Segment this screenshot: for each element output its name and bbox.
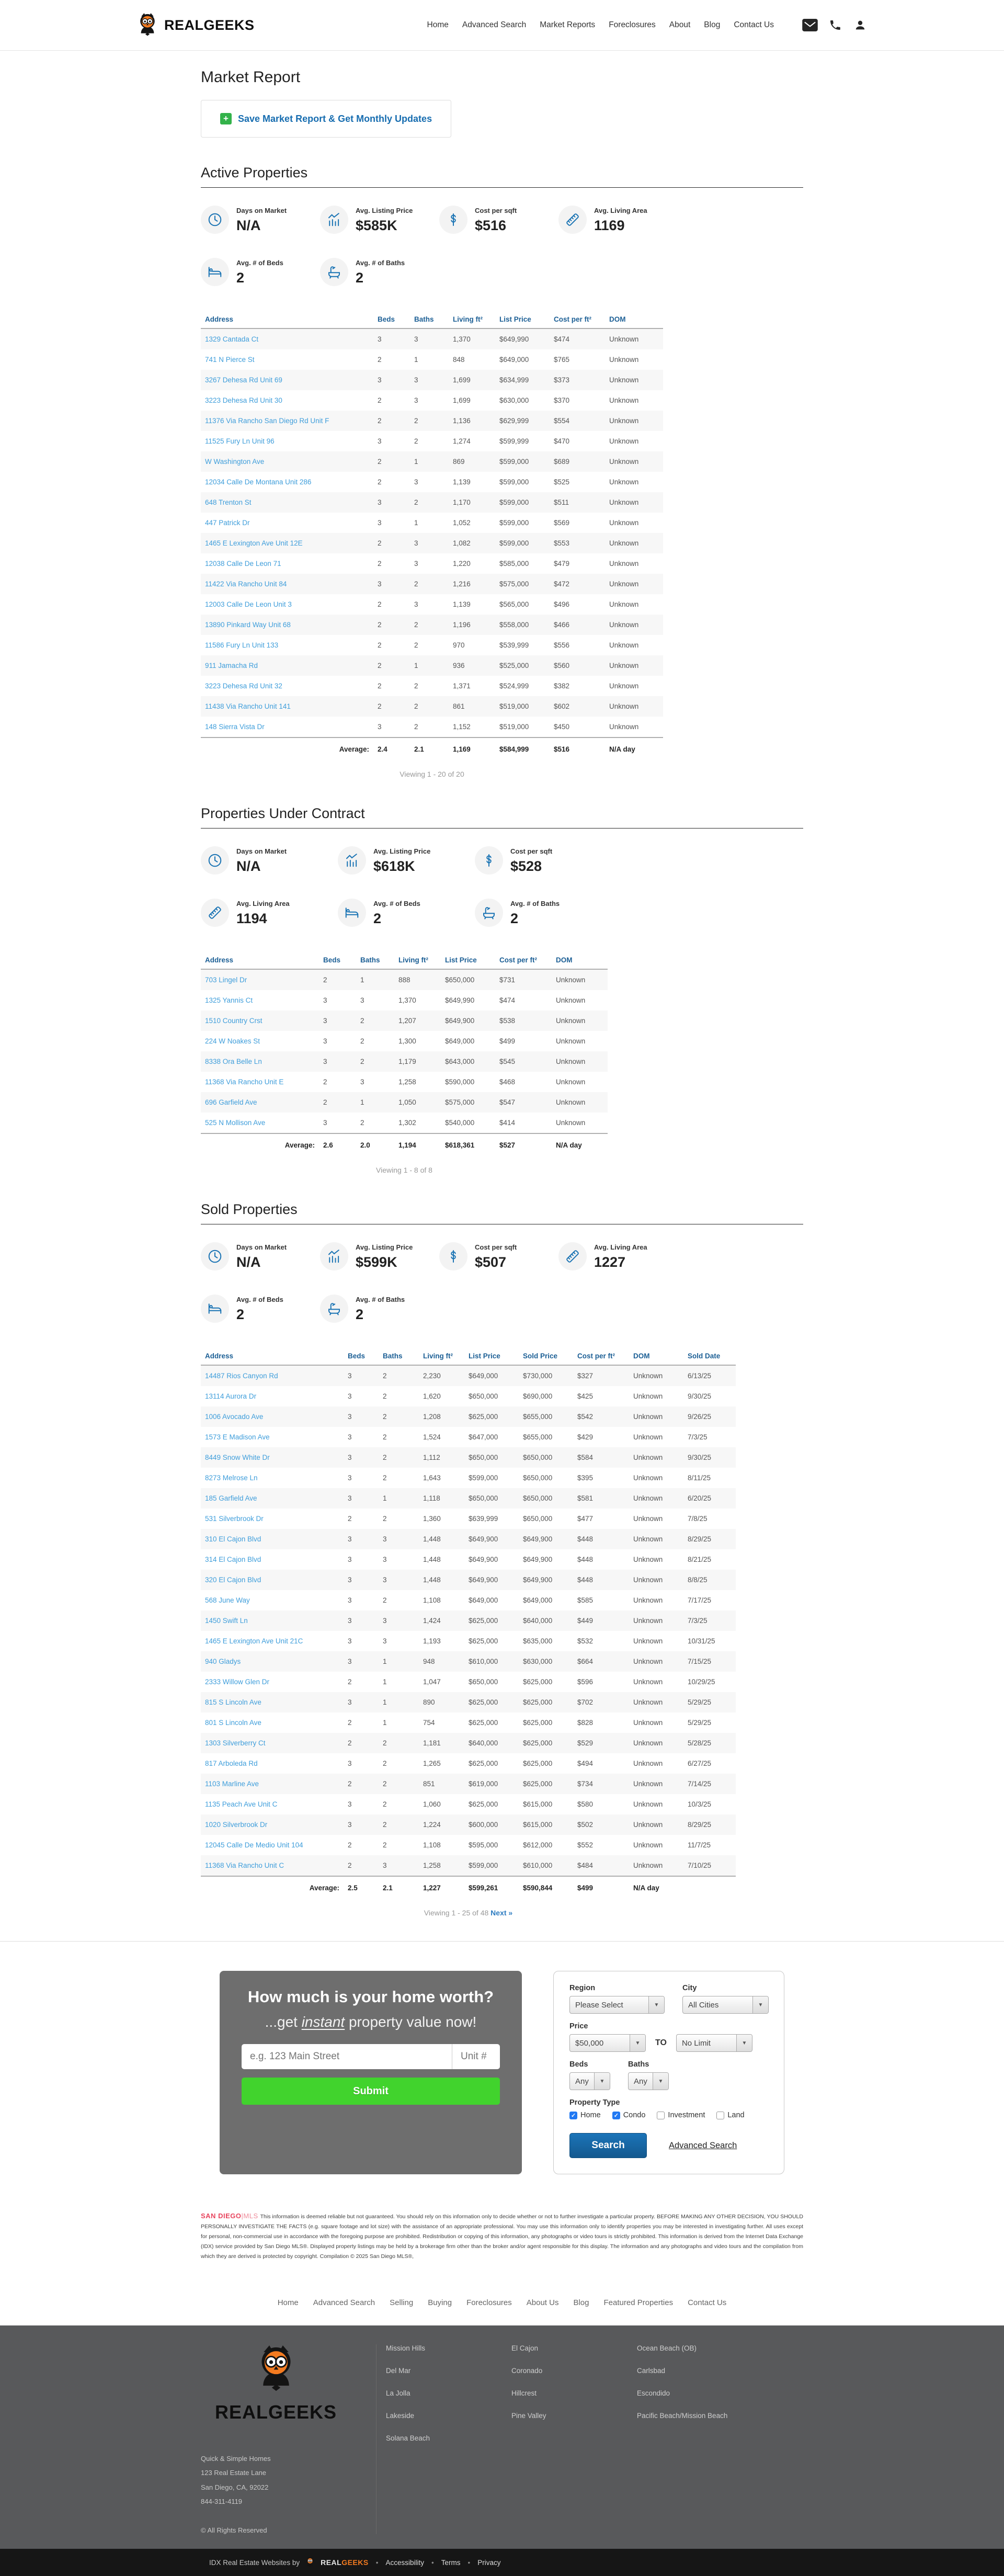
sold-properties-title: Sold Properties bbox=[201, 1201, 803, 1224]
property-address-link[interactable]: 1103 Marline Ave bbox=[205, 1780, 259, 1788]
table-row: 940 Gladys 3 1 948 $610,000 $630,000 $664 Unknown 7/15/25 bbox=[201, 1651, 736, 1672]
footer-nav-link[interactable]: Contact Us bbox=[688, 2298, 727, 2307]
column-header: Baths bbox=[356, 951, 394, 969]
site-logo[interactable] bbox=[136, 13, 255, 38]
table-row: 13890 Pinkard Way Unit 68 2 2 1,196 $558,000 $466 Unknown bbox=[201, 615, 663, 635]
stat-cost-per-sqft: Cost per sqft $528 bbox=[475, 846, 612, 875]
footer-nav-link[interactable]: Blog bbox=[573, 2298, 589, 2307]
property-address-link[interactable]: 148 Sierra Vista Dr bbox=[205, 723, 265, 731]
property-address-link[interactable]: 1303 Silverberry Ct bbox=[205, 1739, 266, 1747]
next-page-link[interactable]: Next » bbox=[490, 1909, 513, 1917]
property-address-link[interactable]: 801 S Lincoln Ave bbox=[205, 1719, 261, 1727]
property-address-link[interactable]: 531 Silverbrook Dr bbox=[205, 1515, 264, 1523]
property-address-link[interactable]: 2333 Willow Glen Dr bbox=[205, 1678, 270, 1686]
property-address-link[interactable]: 11376 Via Rancho San Diego Rd Unit F bbox=[205, 417, 329, 425]
city-label: City bbox=[682, 1984, 697, 1992]
footer-area-link[interactable]: Ocean Beach (OB) bbox=[637, 2344, 697, 2352]
table-row: 185 Garfield Ave 3 1 1,118 $650,000 $650,000 $581 Unknown 6/20/25 bbox=[201, 1488, 736, 1508]
stat-avg-beds: Avg. # of Beds 2 bbox=[201, 1295, 320, 1323]
table-row: 648 Trenton St 3 2 1,170 $599,000 $511 Unknown bbox=[201, 492, 663, 513]
to-label: TO bbox=[655, 2038, 667, 2047]
site-footer bbox=[0, 2325, 1004, 2549]
chevron-down-icon: ▼ bbox=[594, 2073, 610, 2090]
dollar-icon bbox=[439, 206, 467, 234]
owl-logo-icon bbox=[136, 13, 159, 38]
table-row: 815 S Lincoln Ave 3 1 890 $625,000 $625,000 $702 Unknown 5/29/25 bbox=[201, 1692, 736, 1712]
table-row: 3267 Dehesa Rd Unit 69 3 3 1,699 $634,999 $373 Unknown bbox=[201, 370, 663, 390]
advanced-search-link[interactable]: Advanced Search bbox=[669, 2140, 737, 2150]
column-header: Sold Price bbox=[519, 1347, 573, 1365]
footer-areas-column-1 bbox=[386, 2344, 511, 2534]
chevron-down-icon: ▼ bbox=[653, 2073, 668, 2090]
sold-stats bbox=[201, 1242, 803, 1323]
property-address-link[interactable]: 11525 Fury Ln Unit 96 bbox=[205, 437, 275, 445]
stat-avg-living-area: Avg. Living Area 1227 bbox=[558, 1242, 678, 1270]
active-properties-title: Active Properties bbox=[201, 165, 803, 188]
table-row: 8338 Ora Belle Ln 3 2 1,179 $643,000 $545 Unknown bbox=[201, 1051, 608, 1072]
chevron-down-icon: ▼ bbox=[752, 1996, 768, 2013]
clock-icon bbox=[201, 846, 229, 875]
column-header: Beds bbox=[344, 1347, 379, 1365]
table-row: 1329 Cantada Ct 3 3 1,370 $649,990 $474 Unknown bbox=[201, 328, 663, 349]
table-row: 1510 Country Crst 3 2 1,207 $649,900 $538 Unknown bbox=[201, 1011, 608, 1031]
ruler-icon bbox=[201, 899, 229, 927]
column-header: Baths bbox=[410, 310, 449, 328]
table-row: 703 Lingel Dr 2 1 888 $650,000 $731 Unknown bbox=[201, 969, 608, 990]
bed-icon bbox=[338, 899, 366, 927]
property-address-link[interactable]: 940 Gladys bbox=[205, 1658, 241, 1665]
footer-area-link[interactable]: Pine Valley bbox=[511, 2411, 546, 2420]
property-address-link[interactable]: 13114 Aurora Dr bbox=[205, 1392, 257, 1400]
property-address-link[interactable]: 12045 Calle De Medio Unit 104 bbox=[205, 1841, 303, 1849]
checkbox-condo[interactable]: ✓ Condo bbox=[612, 2111, 646, 2119]
stat-avg-baths: Avg. # of Baths 2 bbox=[475, 899, 612, 927]
nav-market-reports[interactable]: Market Reports bbox=[540, 20, 596, 29]
bed-icon bbox=[201, 1295, 229, 1323]
table-row: 2333 Willow Glen Dr 2 1 1,047 $650,000 $625,000 $596 Unknown 10/29/25 bbox=[205, 1678, 715, 1686]
brand-name: REALGEEKS bbox=[164, 17, 255, 33]
city-select[interactable]: All Cities ▼ bbox=[682, 1996, 769, 2014]
address-input[interactable] bbox=[242, 2044, 452, 2069]
property-address-link[interactable]: 1450 Swift Ln bbox=[205, 1617, 248, 1625]
column-header: Address bbox=[201, 310, 373, 328]
bed-icon bbox=[201, 258, 229, 286]
region-select[interactable]: Please Select ▼ bbox=[569, 1996, 665, 2014]
column-header: Cost per ft² bbox=[550, 310, 605, 328]
footer-area-link[interactable]: Pacific Beach/Mission Beach bbox=[637, 2411, 728, 2420]
column-header: Living ft² bbox=[394, 951, 441, 969]
submit-button[interactable]: Submit bbox=[242, 2078, 500, 2105]
table-row: 12045 Calle De Medio Unit 104 2 2 1,108 $595,000 $612,000 $552 Unknown 11/7/25 bbox=[205, 1841, 711, 1849]
nav-contact-us[interactable]: Contact Us bbox=[734, 20, 774, 29]
table-row: 3223 Dehesa Rd Unit 32 2 2 1,371 $524,999 $382 Unknown bbox=[205, 682, 639, 690]
footer-area-link[interactable]: Carlsbad bbox=[637, 2366, 666, 2375]
ruler-icon bbox=[558, 1242, 587, 1270]
table-row: 531 Silverbrook Dr 2 2 1,360 $639,999 $650,000 $477 Unknown 7/8/25 bbox=[205, 1515, 708, 1523]
checkbox-land[interactable]: Land bbox=[716, 2111, 744, 2119]
property-address-link[interactable]: 1573 E Madison Ave bbox=[205, 1433, 270, 1441]
property-address-link[interactable]: 8338 Ora Belle Ln bbox=[205, 1058, 262, 1065]
property-address-link[interactable]: 525 N Mollison Ave bbox=[205, 1119, 266, 1127]
table-row: 14487 Rios Canyon Rd 3 2 2,230 $649,000 $730,000 $327 Unknown 6/13/25 bbox=[201, 1365, 736, 1386]
table-row: 696 Garfield Ave 2 1 1,050 $575,000 $547 Unknown bbox=[201, 1092, 608, 1113]
checkbox-home[interactable]: ✓ Home bbox=[569, 2111, 601, 2119]
property-address-link[interactable]: 911 Jamacha Rd bbox=[205, 662, 258, 669]
footer-area-link[interactable]: Escondido bbox=[637, 2389, 670, 2397]
table-row: 8273 Melrose Ln 3 2 1,643 $599,000 $650,000 $395 Unknown 8/11/25 bbox=[205, 1474, 711, 1482]
table-row: 11422 Via Rancho Unit 84 3 2 1,216 $575,000 $472 Unknown bbox=[201, 574, 663, 594]
property-address-link[interactable]: 1510 Country Crst bbox=[205, 1017, 263, 1025]
footer-brand-name: REALGEEKS bbox=[214, 2401, 337, 2423]
chart-icon bbox=[320, 1242, 348, 1270]
home-worth-title: How much is your home worth? bbox=[247, 1988, 494, 2006]
stat-cost-per-sqft: Cost per sqft $516 bbox=[439, 206, 558, 234]
property-address-link[interactable]: 3267 Dehesa Rd Unit 69 bbox=[205, 376, 282, 384]
checkbox-investment[interactable]: Investment bbox=[657, 2111, 705, 2119]
page-title: Market Report bbox=[201, 69, 301, 86]
property-address-link[interactable]: 320 El Cajon Blvd bbox=[205, 1576, 261, 1584]
footer-nav-link[interactable]: Home bbox=[277, 2298, 299, 2307]
baths-select[interactable]: Any ▼ bbox=[628, 2072, 669, 2090]
property-address-link[interactable]: 310 El Cajon Blvd bbox=[205, 1535, 261, 1543]
chevron-down-icon: ▼ bbox=[736, 2035, 752, 2051]
table-row: 11438 Via Rancho Unit 141 2 2 861 $519,000 $602 Unknown bbox=[201, 696, 663, 717]
beds-select[interactable]: Any ▼ bbox=[569, 2072, 610, 2090]
footer-area-link[interactable]: La Jolla bbox=[386, 2389, 410, 2397]
stat-avg-baths: Avg. # of Baths 2 bbox=[320, 1295, 439, 1323]
footer-nav-link[interactable]: Buying bbox=[428, 2298, 452, 2307]
property-address-link[interactable]: 447 Patrick Dr bbox=[205, 519, 250, 527]
column-header: DOM bbox=[629, 1347, 683, 1365]
property-address-link[interactable]: 3223 Dehesa Rd Unit 30 bbox=[205, 396, 282, 404]
column-header: Cost per ft² bbox=[495, 951, 552, 969]
table-row: 224 W Noakes St 3 2 1,300 $649,000 $499 Unknown bbox=[205, 1037, 586, 1045]
active-properties-table bbox=[201, 310, 663, 761]
nav-foreclosures[interactable]: Foreclosures bbox=[609, 20, 656, 29]
property-address-link[interactable]: 3223 Dehesa Rd Unit 32 bbox=[205, 682, 282, 690]
footer-areas-column-3 bbox=[637, 2344, 762, 2534]
stat-avg-beds: Avg. # of Beds 2 bbox=[201, 258, 320, 286]
property-address-link[interactable]: 314 El Cajon Blvd bbox=[205, 1556, 261, 1563]
owl-logo-icon bbox=[305, 2557, 315, 2568]
site-header bbox=[0, 0, 1004, 51]
property-address-link[interactable]: W Washington Ave bbox=[205, 458, 265, 466]
table-row: 12038 Calle De Leon 71 2 3 1,220 $585,000 $479 Unknown bbox=[205, 560, 639, 568]
plus-icon: + bbox=[220, 113, 232, 124]
footer-owl-logo bbox=[201, 2344, 351, 2397]
bath-icon bbox=[320, 1295, 348, 1323]
search-button[interactable]: Search bbox=[569, 2133, 647, 2158]
property-address-link[interactable]: 13890 Pinkard Way Unit 68 bbox=[205, 621, 291, 629]
table-row: 11368 Via Rancho Unit C 2 3 1,258 $599,000 $610,000 $484 Unknown 7/10/25 bbox=[201, 1855, 736, 1876]
property-address-link[interactable]: 1325 Yannis Ct bbox=[205, 996, 253, 1004]
clock-icon bbox=[201, 206, 229, 234]
property-search-widget bbox=[553, 1971, 784, 2174]
property-address-link[interactable]: 568 June Way bbox=[205, 1596, 250, 1604]
table-row: 12003 Calle De Leon Unit 3 2 3 1,139 $565,000 $496 Unknown bbox=[205, 600, 639, 608]
table-row: 1006 Avocado Ave 3 2 1,208 $625,000 $655,000 $542 Unknown 9/26/25 bbox=[201, 1406, 736, 1427]
price-label: Price bbox=[569, 2022, 588, 2030]
stat-days-on-market: Days on Market N/A bbox=[201, 1242, 320, 1270]
table-row: 1325 Yannis Ct 3 3 1,370 $649,990 $474 Unknown bbox=[205, 996, 586, 1004]
property-address-link[interactable]: 1020 Silverbrook Dr bbox=[205, 1821, 268, 1829]
ruler-icon bbox=[558, 206, 587, 234]
property-address-link[interactable]: 185 Garfield Ave bbox=[205, 1494, 257, 1502]
footer-nav-link[interactable]: Selling bbox=[390, 2298, 414, 2307]
idx-credit-text: IDX Real Estate Websites by bbox=[209, 2558, 300, 2567]
sold-pagination: Viewing 1 - 25 of 48 Next » bbox=[424, 1909, 513, 1917]
property-address-link[interactable]: 703 Lingel Dr bbox=[205, 976, 247, 984]
stat-cost-per-sqft: Cost per sqft $507 bbox=[439, 1242, 558, 1270]
property-address-link[interactable]: 1465 E Lexington Ave Unit 21C bbox=[205, 1637, 303, 1645]
table-row: 3223 Dehesa Rd Unit 30 2 3 1,699 $630,000 $370 Unknown bbox=[205, 396, 639, 404]
footer-area-link[interactable]: Lakeside bbox=[386, 2411, 415, 2420]
average-row: Average: 2.5 2.1 1,227 $599,261 $590,844 $499 N/A day bbox=[201, 1876, 736, 1899]
property-address-link[interactable]: 1006 Avocado Ave bbox=[205, 1413, 264, 1421]
active-pagination: Viewing 1 - 20 of 20 bbox=[400, 770, 464, 778]
column-header: List Price bbox=[464, 1347, 519, 1365]
footer-areas-column-2 bbox=[511, 2344, 637, 2534]
stat-days-on-market: Days on Market N/A bbox=[201, 206, 320, 234]
average-row: Average: 2.6 2.0 1,194 $618,361 $527 N/A day bbox=[201, 1133, 608, 1156]
table-row: 11368 Via Rancho Unit E 2 3 1,258 $590,000 $468 Unknown bbox=[205, 1078, 586, 1086]
home-worth-widget bbox=[220, 1971, 522, 2174]
chart-icon bbox=[320, 206, 348, 234]
account-icon[interactable] bbox=[852, 18, 868, 32]
column-header: Address bbox=[201, 951, 319, 969]
property-address-link[interactable]: 11438 Via Rancho Unit 141 bbox=[205, 702, 291, 710]
table-row: 314 El Cajon Blvd 3 3 1,448 $649,900 $649,900 $448 Unknown 8/21/25 bbox=[205, 1556, 712, 1563]
footer-area-link[interactable]: Mission Hills bbox=[386, 2344, 426, 2352]
table-row: 1450 Swift Ln 3 3 1,424 $625,000 $640,000 $449 Unknown 7/3/25 bbox=[201, 1610, 736, 1631]
save-market-report-button[interactable]: + Save Market Report & Get Monthly Updates bbox=[201, 100, 451, 138]
table-row: 447 Patrick Dr 3 1 1,052 $599,000 $569 Unknown bbox=[205, 519, 639, 527]
table-row: 817 Arboleda Rd 3 2 1,265 $625,000 $625,000 $494 Unknown 6/27/25 bbox=[205, 1760, 712, 1767]
nav-about[interactable]: About bbox=[669, 20, 691, 29]
property-address-link[interactable]: 12038 Calle De Leon 71 bbox=[205, 560, 281, 568]
property-address-link[interactable]: 224 W Noakes St bbox=[205, 1037, 260, 1045]
privacy-link[interactable]: Privacy bbox=[477, 2558, 501, 2567]
table-row: 11376 Via Rancho San Diego Rd Unit F 2 2 1,136 $629,999 $554 Unknown bbox=[201, 411, 663, 431]
column-header: Living ft² bbox=[419, 1347, 464, 1365]
property-address-link[interactable]: 11586 Fury Ln Unit 133 bbox=[205, 641, 279, 649]
footer-nav bbox=[0, 2283, 1004, 2325]
column-header: List Price bbox=[495, 310, 550, 328]
average-row: Average: 2.4 2.1 1,169 $584,999 $516 N/A day bbox=[201, 737, 663, 761]
home-worth-tagline: ...get instant property value now! bbox=[265, 2014, 477, 2030]
property-address-link[interactable]: 12034 Calle De Montana Unit 286 bbox=[205, 478, 312, 486]
chevron-down-icon: ▼ bbox=[648, 1996, 664, 2013]
property-address-link[interactable]: 11368 Via Rancho Unit E bbox=[205, 1078, 284, 1086]
footer-area-link[interactable]: El Cajon bbox=[511, 2344, 539, 2352]
stat-avg-listing-price: Avg. Listing Price $585K bbox=[320, 206, 439, 234]
table-row: 911 Jamacha Rd 2 1 936 $525,000 $560 Unknown bbox=[201, 655, 663, 676]
column-header: List Price bbox=[441, 951, 495, 969]
san-diego-mls-logo: SAN DIEGO|MLS bbox=[201, 2212, 258, 2220]
table-row: 1465 E Lexington Ave Unit 21C 3 3 1,193 $625,000 $635,000 $532 Unknown 10/31/25 bbox=[205, 1637, 715, 1645]
stat-avg-living-area: Avg. Living Area 1169 bbox=[558, 206, 678, 234]
column-header: DOM bbox=[605, 310, 663, 328]
footer-area-link[interactable]: Coronado bbox=[511, 2366, 543, 2375]
stat-days-on-market: Days on Market N/A bbox=[201, 846, 338, 875]
property-address-link[interactable]: 11422 Via Rancho Unit 84 bbox=[205, 580, 287, 588]
mls-disclaimer: SAN DIEGO|MLS This information is deemed reliable but not guaranteed. You should rely on this information only to decide whether or not to further investigate a particular property. BEFORE MAKING ANY OTHER DECISION, YOU SHOULD PERSONALLY INVESTIGATE THE FACTS (e.g. square footage and lot size) with the assistance of an appropriate professional. You may use this information only to identify properties you may be interested in investigating further. All uses except for personal, non-commercial use in accordance with the foregoing purpose are prohibited. Redistribution or copying of this information, any photographs or video tours is strictly prohibited. This information is derived from the Internet Data Exchange (IDX) service provided by San Diego MLS®. Displayed property listings may be held by a brokerage firm other than the broker and/or agent responsible for this display. The information and any photographs and video tours and the compilation from which they are derived is protected by copyright. Compilation © 2025 San Diego MLS®, bbox=[201, 2212, 803, 2260]
realgeeks-link[interactable]: REALGEEKS bbox=[321, 2558, 369, 2567]
property-address-link[interactable]: 815 S Lincoln Ave bbox=[205, 1698, 261, 1706]
property-address-link[interactable]: 12003 Calle De Leon Unit 3 bbox=[205, 600, 292, 608]
table-row: 1573 E Madison Ave 3 2 1,524 $647,000 $655,000 $429 Unknown 7/3/25 bbox=[205, 1433, 708, 1441]
property-address-link[interactable]: 1329 Cantada Ct bbox=[205, 335, 259, 343]
price-min-select[interactable]: $50,000 ▼ bbox=[569, 2034, 646, 2052]
dollar-icon bbox=[439, 1242, 467, 1270]
property-address-link[interactable]: 14487 Rios Canyon Rd bbox=[205, 1372, 278, 1380]
price-max-select[interactable]: No Limit ▼ bbox=[676, 2034, 752, 2052]
property-type-label: Property Type bbox=[569, 2098, 620, 2107]
table-row: 568 June Way 3 2 1,108 $649,000 $649,000 $585 Unknown 7/17/25 bbox=[205, 1596, 712, 1604]
table-row: 310 El Cajon Blvd 3 3 1,448 $649,900 $649,900 $448 Unknown 8/29/25 bbox=[201, 1529, 736, 1549]
footer-area-link[interactable]: Del Mar bbox=[386, 2366, 411, 2375]
footer-nav-link[interactable]: Foreclosures bbox=[466, 2298, 512, 2307]
column-header: Beds bbox=[319, 951, 356, 969]
column-header: Living ft² bbox=[449, 310, 495, 328]
stat-avg-listing-price: Avg. Listing Price $599K bbox=[320, 1242, 439, 1270]
property-address-link[interactable]: 741 N Pierce St bbox=[205, 356, 255, 364]
table-row: 11525 Fury Ln Unit 96 3 2 1,274 $599,999 $470 Unknown bbox=[205, 437, 639, 445]
table-row: 1303 Silverberry Ct 2 2 1,181 $640,000 $625,000 $529 Unknown 5/28/25 bbox=[201, 1733, 736, 1753]
footer-area-link[interactable]: Hillcrest bbox=[511, 2389, 537, 2397]
nav-advanced-search[interactable]: Advanced Search bbox=[462, 20, 527, 29]
stat-avg-living-area: Avg. Living Area 1194 bbox=[201, 899, 338, 927]
table-row: 8449 Snow White Dr 3 2 1,112 $650,000 $650,000 $584 Unknown 9/30/25 bbox=[201, 1447, 736, 1468]
column-header: Beds bbox=[373, 310, 410, 328]
footer-nav-link[interactable]: Advanced Search bbox=[313, 2298, 375, 2307]
clock-icon bbox=[201, 1242, 229, 1270]
column-header: Sold Date bbox=[683, 1347, 736, 1365]
bath-icon bbox=[320, 258, 348, 286]
bottom-bar: IDX Real Estate Websites by REALGEEKS • Accessibility • Terms • Privacy bbox=[0, 2549, 1004, 2576]
footer-area-link[interactable]: Solana Beach bbox=[386, 2434, 430, 2442]
accessibility-link[interactable]: Accessibility bbox=[385, 2558, 424, 2567]
table-row: W Washington Ave 2 1 869 $599,000 $689 Unknown bbox=[201, 451, 663, 472]
table-row: 320 El Cajon Blvd 3 3 1,448 $649,900 $649,900 $448 Unknown 8/8/25 bbox=[201, 1570, 736, 1590]
copyright-text: © All Rights Reserved bbox=[201, 2526, 267, 2535]
dollar-icon bbox=[475, 846, 503, 875]
stat-avg-listing-price: Avg. Listing Price $618K bbox=[338, 846, 475, 875]
property-address-link[interactable]: 696 Garfield Ave bbox=[205, 1098, 257, 1106]
under-contract-stats bbox=[201, 846, 803, 927]
property-address-link[interactable]: 817 Arboleda Rd bbox=[205, 1760, 258, 1767]
stat-avg-beds: Avg. # of Beds 2 bbox=[338, 899, 475, 927]
stat-avg-baths: Avg. # of Baths 2 bbox=[320, 258, 439, 286]
table-row: 12034 Calle De Montana Unit 286 2 3 1,139 $599,000 $525 Unknown bbox=[205, 478, 639, 486]
table-row: 1020 Silverbrook Dr 3 2 1,224 $600,000 $615,000 $502 Unknown 8/29/25 bbox=[201, 1814, 736, 1835]
column-header: Cost per ft² bbox=[573, 1347, 629, 1365]
column-header: DOM bbox=[552, 951, 608, 969]
table-row: 525 N Mollison Ave 3 2 1,302 $540,000 $414 Unknown bbox=[205, 1119, 586, 1127]
email-icon[interactable] bbox=[802, 18, 818, 32]
table-row: 741 N Pierce St 2 1 848 $649,000 $765 Unknown bbox=[205, 356, 639, 364]
property-address-link[interactable]: 1135 Peach Ave Unit C bbox=[205, 1800, 278, 1808]
property-address-link[interactable]: 648 Trenton St bbox=[205, 498, 252, 506]
nav-home[interactable]: Home bbox=[427, 20, 449, 29]
under-contract-table bbox=[201, 951, 608, 1156]
table-row: 148 Sierra Vista Dr 3 2 1,152 $519,000 $450 Unknown bbox=[205, 723, 639, 731]
table-row: 13114 Aurora Dr 3 2 1,620 $650,000 $690,000 $425 Unknown 9/30/25 bbox=[205, 1392, 712, 1400]
main-nav bbox=[427, 18, 868, 32]
property-address-link[interactable]: 1465 E Lexington Ave Unit 12E bbox=[205, 539, 303, 547]
table-row: 1103 Marline Ave 2 2 851 $619,000 $625,000 $734 Unknown 7/14/25 bbox=[201, 1774, 736, 1794]
table-row: 1465 E Lexington Ave Unit 12E 2 3 1,082 $599,000 $553 Unknown bbox=[201, 533, 663, 553]
active-stats bbox=[201, 206, 803, 286]
under-contract-pagination: Viewing 1 - 8 of 8 bbox=[376, 1166, 432, 1174]
property-address-link[interactable]: 8449 Snow White Dr bbox=[205, 1454, 270, 1461]
bath-icon bbox=[475, 899, 503, 927]
phone-icon[interactable] bbox=[827, 18, 843, 32]
column-header: Address bbox=[201, 1347, 344, 1365]
under-contract-title: Properties Under Contract bbox=[201, 805, 803, 829]
region-label: Region bbox=[569, 1984, 596, 1992]
baths-label: Baths bbox=[628, 2060, 649, 2069]
column-header: Baths bbox=[379, 1347, 419, 1365]
unit-input[interactable] bbox=[452, 2044, 500, 2069]
table-row: 801 S Lincoln Ave 2 1 754 $625,000 $625,000 $828 Unknown 5/29/25 bbox=[205, 1719, 712, 1727]
beds-label: Beds bbox=[569, 2060, 588, 2069]
chart-icon bbox=[338, 846, 366, 875]
property-address-link[interactable]: 8273 Melrose Ln bbox=[205, 1474, 258, 1482]
chevron-down-icon: ▼ bbox=[630, 2035, 645, 2051]
table-row: 11586 Fury Ln Unit 133 2 2 970 $539,999 $556 Unknown bbox=[205, 641, 639, 649]
footer-nav-link[interactable]: Featured Properties bbox=[603, 2298, 674, 2307]
sold-properties-table bbox=[201, 1347, 736, 1899]
terms-link[interactable]: Terms bbox=[441, 2558, 461, 2567]
nav-blog[interactable]: Blog bbox=[704, 20, 721, 29]
table-row: 1135 Peach Ave Unit C 3 2 1,060 $625,000 $615,000 $580 Unknown 10/3/25 bbox=[205, 1800, 712, 1808]
footer-address: Quick & Simple Homes 123 Real Estate Lane San Diego, CA, 92022 844-311-4119 bbox=[201, 2454, 271, 2505]
property-address-link[interactable]: 11368 Via Rancho Unit C bbox=[205, 1862, 284, 1869]
footer-nav-link[interactable]: About Us bbox=[526, 2298, 559, 2307]
